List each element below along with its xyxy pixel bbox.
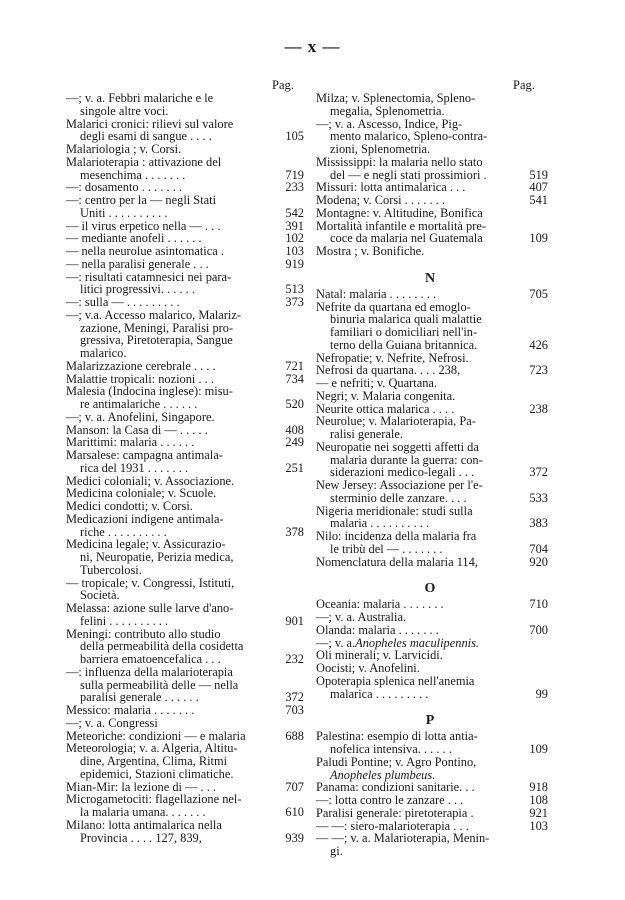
entry-text: mento malarico, Spleno-contra- <box>330 129 488 144</box>
index-entry-line <box>316 286 548 301</box>
entry-text: sterminio delle zanzare. . . . <box>330 490 467 505</box>
page-ref: 407 <box>529 180 548 195</box>
entry-text: —; v. a. Congressi <box>66 715 158 730</box>
entry-text: Nigeria meridionale: studi sulla <box>316 503 473 518</box>
page-ref: 610 <box>285 805 304 819</box>
section-letter: N <box>424 270 436 286</box>
entry-text: Medicina legale; v. Assicurazio- <box>66 537 226 552</box>
index-entry-line <box>316 143 544 156</box>
entry-text: —: centro per la — negli Stati <box>66 193 217 207</box>
index-entry-line <box>66 666 300 679</box>
entry-text: Società. <box>80 588 120 603</box>
entry-text: zazione, Meningi, Paralisi pro- <box>80 320 234 335</box>
index-entry-line <box>66 830 304 845</box>
entry-text: —: risultati catamnesici nei para- <box>66 269 232 284</box>
index-entry-line <box>66 703 304 717</box>
page-ref: 372 <box>285 690 304 705</box>
page-ref: 921 <box>529 805 548 820</box>
page-ref: 99 <box>535 686 548 701</box>
page-ref: 533 <box>529 490 548 505</box>
page-ref: 372 <box>529 465 548 480</box>
page-ref: 688 <box>285 728 304 743</box>
index-entry-line <box>316 686 548 701</box>
entry-text: paralisi generale . . . . . . <box>80 690 199 705</box>
page-ref: 408 <box>285 422 304 437</box>
entry-text: gi. <box>330 844 343 858</box>
index-entry-line <box>66 244 304 258</box>
index-entry-line <box>66 613 304 628</box>
page-ref: 251 <box>285 460 304 475</box>
entry-text: — —; v. a. Malarioterapia, Menin- <box>316 831 490 846</box>
page-ref: 108 <box>529 793 548 807</box>
entry-text: della permeabilità della cosidetta <box>80 639 244 654</box>
index-entry-line <box>316 92 544 105</box>
entry-text: —; v. a. Australia. <box>316 610 407 624</box>
entry-text: Palestina: esempio di lotta antia- <box>316 729 478 744</box>
entry-text: Messico: malaria . . . . . . . <box>66 703 195 717</box>
index-column-left <box>66 91 304 845</box>
entry-text: Mortalità infantile e mortalità pre- <box>316 218 486 233</box>
entry-text: singole altre voci. <box>80 103 169 118</box>
index-entry-line <box>316 554 548 569</box>
entry-text: Mississippi: la malaria nello stato <box>316 154 483 169</box>
index-entry-line <box>66 449 300 462</box>
entry-italic-text: Anopheles maculipennis. <box>355 635 480 650</box>
page-ref: 513 <box>285 282 304 297</box>
entry-text: litici progressivi. . . . . . <box>80 282 195 297</box>
index-entry-line <box>66 295 304 309</box>
index-entry-line <box>66 397 304 411</box>
entry-text: ni, Neuropatie, Perizia medica, <box>80 550 234 564</box>
entry-text: Panama: condizioni sanitarie. . . <box>316 780 475 795</box>
page-ref: 378 <box>285 524 304 539</box>
entry-text: malaria . . . . . . . . . . <box>330 516 430 531</box>
page-ref: 109 <box>529 742 548 756</box>
entry-text: le tribù del — . . . . . . . <box>330 541 443 556</box>
entry-text: barriera ematoencefalica . . . <box>80 652 221 666</box>
index-entry-line <box>66 347 300 360</box>
entry-text: Provincia . . . . 127, 839, <box>80 830 202 845</box>
index-entry-line <box>316 662 544 675</box>
entry-italic-text: Anopheles plumbeus. <box>330 767 436 782</box>
entry-text: Malarioterapia : attivazione del <box>66 154 222 169</box>
index-entry-line <box>66 500 300 513</box>
entry-text: Neuropatie nei soggetti affetti da <box>316 439 479 454</box>
entry-text: Olanda: malaria . . . . . . . <box>316 622 439 637</box>
entry-text: Montagne: v. Altitudine, Bonifica <box>316 205 483 220</box>
index-entry-line <box>316 377 544 390</box>
index-entry-line <box>316 490 548 505</box>
index-entry-line <box>66 309 300 322</box>
page-ref: 233 <box>285 180 304 195</box>
index-entry-line <box>316 105 544 118</box>
entry-text: felini . . . . . . . . . . <box>80 613 169 628</box>
entry-text: nofelica intensiva. . . . . . <box>330 742 452 756</box>
entry-text: Paralisi generale: piretoterapia . <box>316 805 474 820</box>
index-entry-line <box>66 194 300 207</box>
section-letter: P <box>425 713 435 729</box>
entry-text: degli esami di sangue . . . . <box>80 129 212 144</box>
page-ref: 541 <box>529 193 548 207</box>
entry-text: —; v.a. Accesso malarico, Malariz- <box>66 307 242 322</box>
index-entry-line <box>316 390 544 403</box>
entry-text: Nilo: incidenza della malaria fra <box>316 529 477 543</box>
entry-text: Natal: malaria . . . . . . . . <box>316 286 437 301</box>
index-entry-line <box>316 156 544 169</box>
entry-text: Oocisti; v. Anofelini. <box>316 661 420 675</box>
entry-text: Malariologia ; v. Corsi. <box>66 142 182 156</box>
entry-text: Milano: lotta antimalarica nella <box>66 817 222 832</box>
entry-text: — il virus erpetico nella — . . . <box>66 218 221 233</box>
entry-text: malaria durante la guerra: con- <box>330 452 483 467</box>
index-entry-line <box>316 245 544 258</box>
entry-text: Malesia (Indocina inglese): misu- <box>66 384 233 399</box>
entry-text: Milza; v. Splenectomia, Spleno- <box>316 91 476 105</box>
index-entry-line <box>66 652 304 666</box>
page-ref: 102 <box>285 231 304 246</box>
page-ref: 383 <box>529 516 548 531</box>
entry-text: —; v. a. Anofelini, Singapore. <box>66 409 215 424</box>
entry-text: Mian-Mir: la lezione di — . . . <box>66 779 217 794</box>
entry-text: Meteorologia; v. a. Algeria, Altitu- <box>66 741 238 756</box>
entry-text: Nomenclatura della malaria 114, <box>316 554 478 569</box>
entry-text: Medicazioni indigene antimala- <box>66 511 224 526</box>
entry-text: Uniti . . . . . . . . . . <box>80 205 168 220</box>
index-entry-line <box>316 611 544 624</box>
entry-text: binuria malarica quali malattie <box>330 312 482 327</box>
entry-text: Nefropatie; v. Nefrite, Nefrosi. <box>316 350 469 365</box>
page-ref: 918 <box>529 780 548 795</box>
page-ref: 542 <box>285 205 304 220</box>
page-ref: 426 <box>529 337 548 352</box>
page-ref: 721 <box>285 358 304 373</box>
entry-text: dine, Argentina, Clima, Ritmi <box>80 754 228 768</box>
entry-text: Marsalese: campagna antimala- <box>66 448 223 462</box>
entry-text: — tropicale; v. Congressi, Istituti, <box>66 575 235 590</box>
entry-text: Neurolue; v. Malarioterapia, Pa- <box>316 414 476 429</box>
page-ref: 704 <box>529 541 548 556</box>
entry-text: ralisi generale. <box>330 427 403 441</box>
entry-text: coce da malaria nel Guatemala <box>330 231 483 246</box>
entry-text: del — e negli stati prossimiori . <box>330 167 487 182</box>
entry-text: rica del 1931 . . . . . . . <box>80 460 189 475</box>
page-ref: 238 <box>529 401 548 416</box>
index-entry-line <box>66 819 300 832</box>
index-entry-line <box>66 92 300 105</box>
index-entry-line <box>66 717 300 730</box>
page-ref: 734 <box>285 371 304 386</box>
index-entry-line <box>66 564 300 577</box>
page-ref: 710 <box>529 597 548 612</box>
entry-text: — mediante anofeli . . . . . . <box>66 231 202 246</box>
entry-text: Melassa: azione sulle larve d'ano- <box>66 601 234 615</box>
entry-text: malarico. <box>80 346 127 360</box>
page-ref: 391 <box>285 218 304 233</box>
index-entry-line <box>66 156 300 169</box>
page-ref: 109 <box>529 231 548 246</box>
index-entry-line <box>316 742 548 756</box>
index-entry-line <box>316 845 544 858</box>
entry-text: Nefrosi da quartana. . . . 238, <box>316 363 461 378</box>
entry-text: Nefrite da quartana ed emoglo- <box>316 299 471 314</box>
entry-text: Malattie tropicali: nozioni . . . <box>66 371 214 386</box>
page-ref: 901 <box>285 613 304 628</box>
entry-text: sulla permeabilità delle — nella <box>80 677 239 692</box>
index-entry-line <box>66 602 300 615</box>
index-entry-line <box>316 337 548 352</box>
entry-text: Mostra ; v. Bonifiche. <box>316 244 425 258</box>
entry-text: Meteoriche: condizioni — e malaria <box>66 728 246 743</box>
page-ref: 723 <box>529 363 548 378</box>
index-entry-line <box>316 530 544 543</box>
entry-text: Medicina coloniale; v. Scuole. <box>66 486 217 501</box>
entry-text: megalia, Splenometria. <box>330 103 445 118</box>
page-ref: 232 <box>285 652 304 666</box>
index-column-right <box>316 91 548 858</box>
page-ref: 700 <box>529 622 548 637</box>
index-entry-line <box>316 805 548 820</box>
entry-text: Opoterapia splenica nell'anemia <box>316 673 475 688</box>
entry-text: Tubercolosi. <box>80 562 142 577</box>
entry-text: Medici condotti; v. Corsi. <box>66 499 193 513</box>
entry-text: Manson: la Casa di — . . . . . <box>66 422 208 437</box>
index-entry-line <box>316 479 544 492</box>
index-entry-line <box>66 358 304 373</box>
index-entry-line <box>66 805 304 819</box>
entry-text: — —: siero-malarioterapia . . . <box>316 818 469 833</box>
entry-text: New Jersey: Associazione per l'e- <box>316 478 483 492</box>
entry-text: — nella paralisi generale . . . <box>66 256 209 271</box>
entry-text: —; v. a. <box>316 635 356 650</box>
entry-text: Negri; v. Malaria congenita. <box>316 388 456 403</box>
page-ref: 705 <box>529 286 548 301</box>
page-ref: 519 <box>529 167 548 182</box>
entry-text: gressiva, Piretoterapia, Sangue <box>80 333 233 348</box>
page-ref: 373 <box>285 295 304 309</box>
page-ref: 103 <box>285 244 304 258</box>
entry-text: — e nefriti; v. Quartana. <box>316 376 437 390</box>
entry-text: riche . . . . . . . . . . <box>80 524 167 539</box>
entry-text: Paludi Pontine; v. Agro Pontino, <box>316 754 477 769</box>
index-entry-line <box>66 105 300 118</box>
page-ref: 520 <box>285 397 304 411</box>
index-entry-line <box>316 441 544 454</box>
pag-label-left: Pag. <box>272 78 294 92</box>
entry-text: —: dosamento . . . . . . . <box>66 180 182 195</box>
entry-text: Microgametociti: flagellazione nel- <box>66 792 242 807</box>
page-ref: 249 <box>285 435 304 450</box>
entry-text: siderazioni medico-legali . . . <box>330 465 475 480</box>
page-ref: 703 <box>285 703 304 717</box>
index-entry-line <box>316 675 544 688</box>
index-entry-line <box>66 755 300 768</box>
entry-text: Neurite ottica malarica . . . . <box>316 401 455 416</box>
section-letter: O <box>424 581 436 597</box>
index-entry-line <box>316 326 544 339</box>
index-entry-line <box>66 143 300 156</box>
index-entry-line <box>66 768 300 781</box>
entry-text: Malarici cronici: rilievi sul valore <box>66 116 234 131</box>
entry-text: re antimalariche . . . . . . <box>80 397 198 411</box>
index-entry-line <box>66 256 304 271</box>
entry-text: —: sulla — . . . . . . . . . <box>66 295 180 309</box>
index-entry-line <box>316 193 548 207</box>
entry-text: Oli minerali; v. Larvicidi. <box>316 648 443 663</box>
page-ref: 105 <box>285 129 304 144</box>
entry-text: familiari o domiciliari nell'in- <box>330 325 478 339</box>
index-entry-line <box>316 428 544 441</box>
index-entry-line <box>66 551 300 564</box>
entry-text: —; v. a. Ascesso, Indice, Pig- <box>316 116 463 131</box>
entry-text: —; v. a. Febbri malariche e le <box>66 91 214 105</box>
page-ref: 719 <box>285 167 304 182</box>
entry-text: Missuri: lotta antimalarica . . . <box>316 180 466 195</box>
index-entry-line <box>66 411 300 424</box>
entry-text: Oceania: malaria . . . . . . . <box>316 597 444 612</box>
page-number: — x — <box>284 37 341 56</box>
entry-text: la malaria umana. . . . . . . <box>80 805 206 819</box>
index-entry-line <box>316 832 544 845</box>
entry-text: Malarizzazione cerebrale . . . . <box>66 358 216 373</box>
index-entry-line <box>66 513 300 526</box>
index-entry-line <box>66 460 304 475</box>
page-ref: 707 <box>285 779 304 794</box>
entry-text: malarica . . . . . . . . . <box>330 686 429 701</box>
entry-text: mesenchima . . . . . . . <box>80 167 186 182</box>
entry-text: Meningi: contributo allo studio <box>66 626 221 641</box>
entry-text: Medici coloniali; v. Associazione. <box>66 473 235 488</box>
entry-text: —: influenza della malarioterapia <box>66 664 233 679</box>
index-entry-line <box>66 205 304 220</box>
entry-text: —: lotta contro le zanzare . . . <box>316 793 464 807</box>
page-ref: 103 <box>529 818 548 833</box>
entry-text: Marittimi: malaria . . . . . . <box>66 435 195 450</box>
page-ref: 920 <box>529 554 548 569</box>
index-entry-line <box>316 541 548 556</box>
entry-text: terno della Guiana britannica. <box>330 337 478 352</box>
page-ref: 939 <box>285 830 304 845</box>
entry-text: epidemici, Stazioni climatiche. <box>80 766 234 781</box>
page-ref: 919 <box>285 256 304 271</box>
index-entry-line <box>316 793 548 807</box>
entry-text: Modena; v. Corsi . . . . . . . <box>316 193 445 207</box>
entry-text: — nella neurolue asintomatica . <box>66 244 224 258</box>
entry-text: zioni, Splenometria. <box>330 142 431 156</box>
pag-label-right: Pag. <box>513 78 535 92</box>
index-entry-line <box>316 207 544 220</box>
